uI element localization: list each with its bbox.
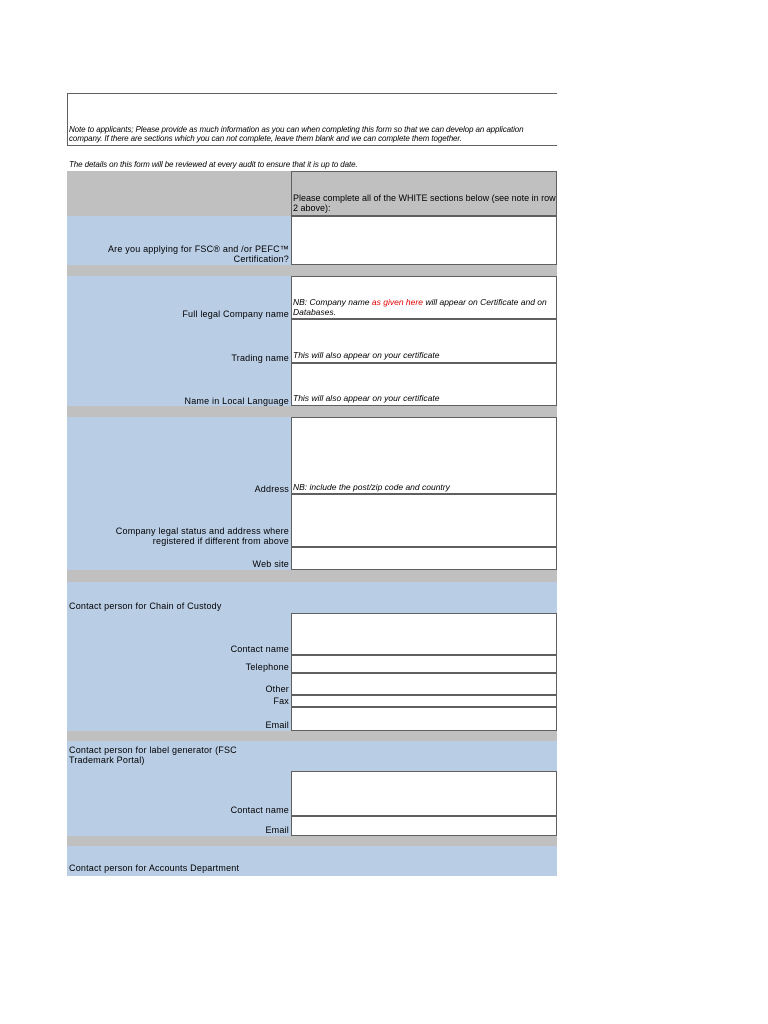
top-border (67, 93, 557, 94)
local-name-label: Name in Local Language (184, 396, 289, 406)
address-hint: NB: include the post/zip code and country (293, 482, 450, 492)
coc-other-label: Other (265, 684, 289, 694)
coc-email-label: Email (265, 720, 289, 730)
spacer-row (67, 836, 557, 846)
accounts-section-title: Contact person for Accounts Department (69, 863, 240, 873)
coc-telephone-label: Telephone (245, 662, 289, 672)
coc-other-input[interactable] (291, 673, 557, 695)
legal-status-input[interactable] (291, 494, 557, 547)
coc-section-title: Contact person for Chain of Custody (69, 601, 222, 611)
coc-contact-name-label: Contact name (230, 644, 289, 654)
coc-fax-input[interactable] (291, 695, 557, 707)
company-name-input[interactable] (291, 276, 557, 319)
label-generator-section-title: Contact person for label generator (FSC Trademark Portal) (69, 745, 237, 765)
spacer-row (67, 570, 557, 582)
note-review: The details on this form will be reviewed at every audit to ensure that it is up to date. (69, 160, 358, 169)
coc-fax-label: Fax (273, 696, 289, 706)
company-name-hint: NB: Company name (293, 297, 372, 307)
coc-email-input[interactable] (291, 707, 557, 731)
coc-contact-name-input[interactable] (291, 613, 557, 655)
coc-telephone-input[interactable] (291, 655, 557, 673)
lg-contact-name-label: Contact name (230, 805, 289, 815)
address-label: Address (254, 484, 289, 494)
local-name-input[interactable] (291, 363, 557, 406)
note-applicants-line2: company. If there are sections which you can not complete, leave them blank and we can complete them together. (69, 134, 462, 143)
trading-name-input[interactable] (291, 319, 557, 363)
lg-email-label: Email (265, 825, 289, 835)
lg-contact-name-input[interactable] (291, 771, 557, 816)
left-border (67, 93, 68, 146)
note-divider (67, 145, 557, 146)
company-name-hint-highlight: as given here (371, 297, 423, 307)
website-label: Web site (252, 559, 289, 569)
spacer-row (67, 265, 557, 276)
certification-input[interactable] (291, 216, 557, 265)
lg-email-input[interactable] (291, 816, 557, 836)
application-form-sheet (67, 93, 557, 876)
spacer-row (67, 731, 557, 741)
note-applicants-line1: Note to applicants; Please provide as much information as you can when completing this form so that we can develop an application (69, 125, 524, 134)
company-name-hint-end: will appear on Certificate and on (422, 297, 547, 307)
address-input[interactable] (291, 417, 557, 494)
legal-status-label: Company legal status and address where registered if different from above (115, 526, 289, 546)
spacer-row (67, 406, 557, 417)
certification-label: Are you applying for FSC® and /or PEFC™ Certification? (107, 244, 289, 264)
trading-name-label: Trading name (231, 353, 289, 363)
form-instruction: Please complete all of the WHITE sections below (see note in row 2 above): (291, 171, 557, 216)
company-name-label: Full legal Company name (182, 309, 289, 319)
company-name-hint-line2: Databases. (293, 307, 336, 317)
trading-name-hint: This will also appear on your certificate (293, 350, 440, 360)
website-input[interactable] (291, 547, 557, 570)
local-name-hint: This will also appear on your certificate (293, 393, 440, 403)
